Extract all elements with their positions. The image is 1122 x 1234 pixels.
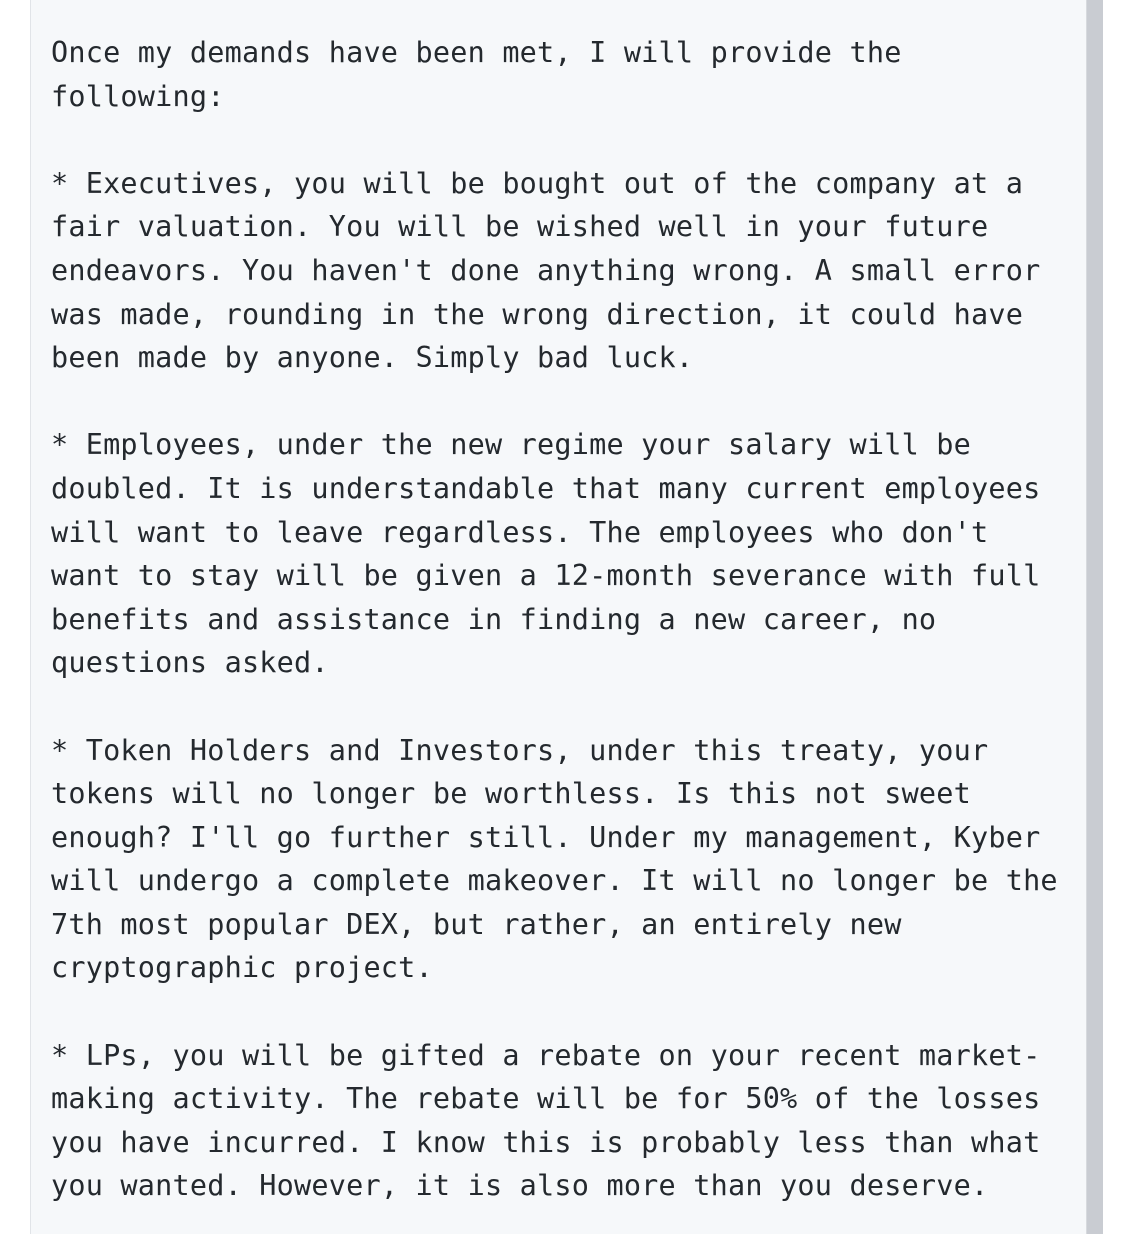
message-panel (30, 0, 1086, 1234)
paragraph-intro: Once my demands have been met, I will provide the following: (51, 36, 902, 113)
vertical-scrollbar[interactable] (1086, 0, 1103, 1234)
paragraph-token-holders: * Token Holders and Investors, under this treaty, your tokens will no longer be worthless. Is this not sweet enough? I'll go further still. Under my management, Kyber will undergo a complete makeover. It will no longer be the 7th most popular DEX, but rather, an entirely new cryptographic project. (51, 733, 1058, 985)
paragraph-lps: * LPs, you will be gifted a rebate on your recent market- making activity. The rebate will be for 50% of the losses you have incurred. I know this is probably less than what you wanted. However, it is also more than you deserve. (51, 1038, 1041, 1203)
paragraph-employees: * Employees, under the new regime your salary will be doubled. It is understandable that many current employees will want to leave regardless. The employees who don't want to stay will be given a 12-month severance with full benefits and assistance in finding a new career, no questions asked. (51, 428, 1041, 680)
paragraph-executives: * Executives, you will be bought out of the company at a fair valuation. You will be wished well in your future endeavors. You haven't done anything wrong. A small error was made, rounding in the wrong direction, it could have been made by anyone. Simply bad luck. (51, 166, 1041, 375)
message-body (51, 31, 1081, 1234)
